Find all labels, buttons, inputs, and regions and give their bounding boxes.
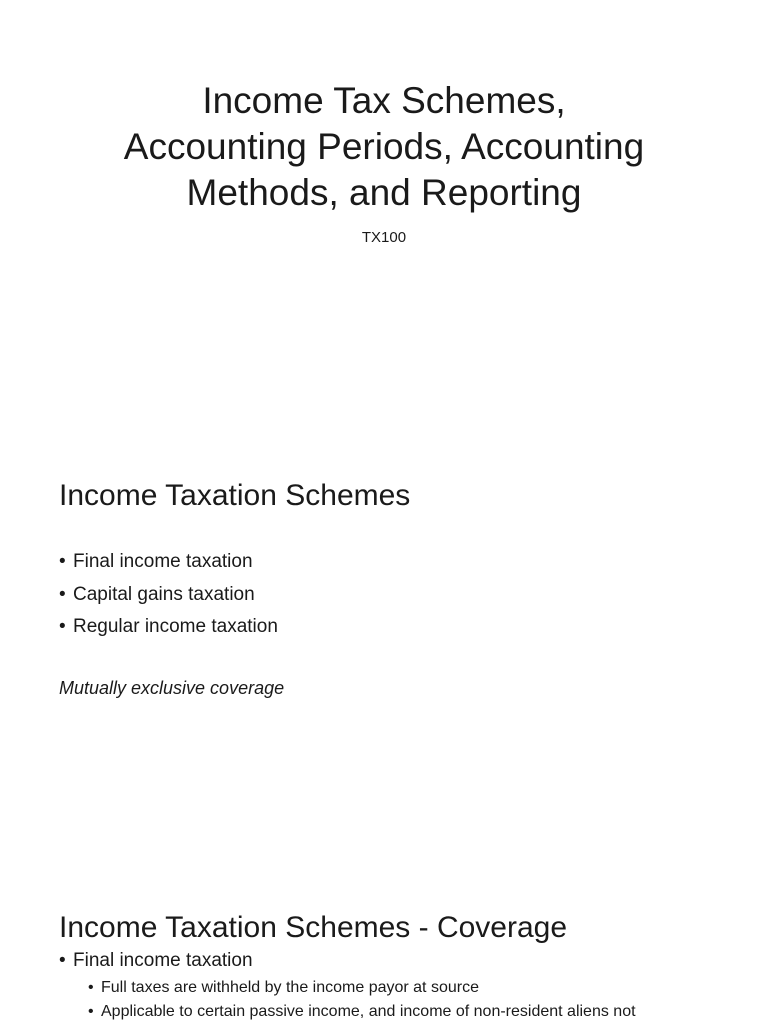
slide-heading: Income Taxation Schemes - Coverage bbox=[59, 911, 568, 944]
sub-list-item: • Full taxes are withheld by the income payor at source bbox=[88, 976, 636, 1000]
scheme-list bbox=[59, 546, 278, 644]
slide-heading: Income Taxation Schemes bbox=[59, 479, 411, 512]
coverage-note: Mutually exclusive coverage bbox=[59, 678, 285, 698]
title-slide bbox=[0, 0, 768, 432]
title-line: Methods, and Reporting bbox=[186, 172, 582, 213]
sub-bullet-list bbox=[88, 976, 636, 1024]
coverage-slide bbox=[0, 864, 768, 1024]
sub-list-item: • Applicable to certain passive income, and income of non-resident aliens not bbox=[88, 1000, 636, 1024]
list-item: • Capital gains taxation bbox=[59, 579, 278, 612]
title-line: Accounting Periods, Accounting bbox=[123, 126, 645, 167]
title-line: Income Tax Schemes, bbox=[202, 80, 566, 121]
list-item: • Regular income taxation bbox=[59, 611, 278, 644]
list-item: • Final income taxation bbox=[59, 546, 278, 579]
list-item: • Final income taxation bbox=[59, 948, 253, 974]
schemes-slide bbox=[0, 432, 768, 864]
presentation-title bbox=[60, 78, 708, 216]
course-code: TX100 bbox=[361, 229, 407, 246]
